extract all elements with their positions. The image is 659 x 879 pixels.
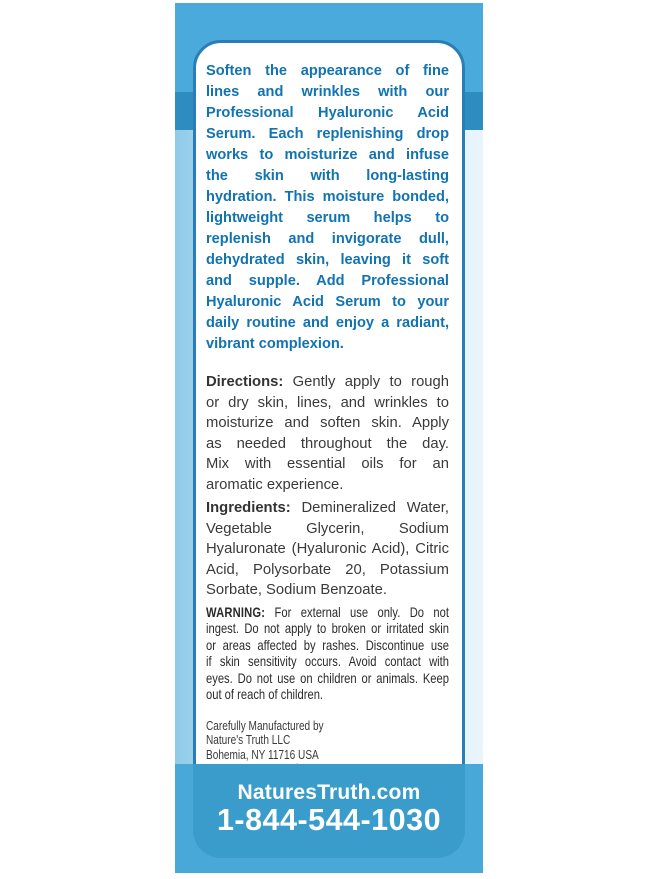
text-line: and supple. Add Professional xyxy=(206,273,449,289)
text-line: dehydrated skin, leaving it soft xyxy=(206,252,449,268)
carton-panel xyxy=(175,3,483,873)
website-url: NaturesTruth.com xyxy=(237,781,421,804)
text-line: replenish and invigorate dull, xyxy=(206,231,449,247)
text-line: Directions: Gently apply to rough xyxy=(206,374,449,390)
text-line: Hyaluronate (Hyaluronic Acid), Citric xyxy=(206,541,449,557)
text-line: or areas affected by rashes. Discontinue use xyxy=(206,636,449,653)
text-line: out of reach of children. xyxy=(206,686,324,702)
text-line: Bohemia, NY 11716 USA xyxy=(206,747,319,762)
text-line: works to moisturize and infuse xyxy=(206,147,449,163)
text-line: Professional Hyaluronic Acid xyxy=(206,105,449,121)
text-line: Ingredients: Demineralized Water, xyxy=(206,500,449,516)
label-text-card xyxy=(193,40,465,767)
text-line: as needed throughout the day. xyxy=(206,435,449,452)
text-line: lines and wrinkles with our xyxy=(206,84,449,100)
text-line: moisturize and soften skin. Apply xyxy=(206,415,449,431)
text-line: Sorbate, Sodium Benzoate. xyxy=(206,582,387,598)
text-line: Hyaluronic Acid Serum to your xyxy=(206,294,449,310)
text-line: Acid, Polysorbate 20, Potassium xyxy=(206,561,449,578)
directions-paragraph xyxy=(206,372,449,495)
text-line: Nature's Truth LLC xyxy=(206,733,291,747)
text-line: hydration. This moisture bonded, xyxy=(206,189,449,205)
text-line: the skin with long-lasting xyxy=(206,168,449,184)
description-paragraph xyxy=(206,61,449,355)
phone-number: 1-844-544-1030 xyxy=(216,803,442,837)
text-line: eyes. Do not use on children or animals. Keep xyxy=(206,669,449,686)
text-line: ingest. Do not apply to broken or irritated skin xyxy=(206,620,449,636)
text-line: or dry skin, lines, and wrinkles to xyxy=(206,394,449,411)
text-line: daily routine and enjoy a radiant, xyxy=(206,315,449,331)
ingredients-paragraph xyxy=(206,498,449,601)
footer-contact-bar xyxy=(193,764,465,858)
text-line: if skin sensitivity occurs. Avoid contact with xyxy=(206,653,449,669)
text-line: Soften the appearance of fine xyxy=(206,63,449,79)
text-line: lightweight serum helps to xyxy=(206,210,449,226)
warning-paragraph xyxy=(206,604,449,703)
text-line: WARNING: For external use only. Do not xyxy=(206,603,449,620)
text-line: vibrant complexion. xyxy=(206,336,344,352)
text-line: Vegetable Glycerin, Sodium xyxy=(206,520,449,537)
text-line: Serum. Each replenishing drop xyxy=(206,126,449,142)
label-text-content xyxy=(196,43,462,777)
text-line: aromatic experience. xyxy=(206,476,344,493)
text-line: Mix with essential oils for an xyxy=(206,456,449,472)
text-line: Carefully Manufactured by xyxy=(206,718,324,733)
